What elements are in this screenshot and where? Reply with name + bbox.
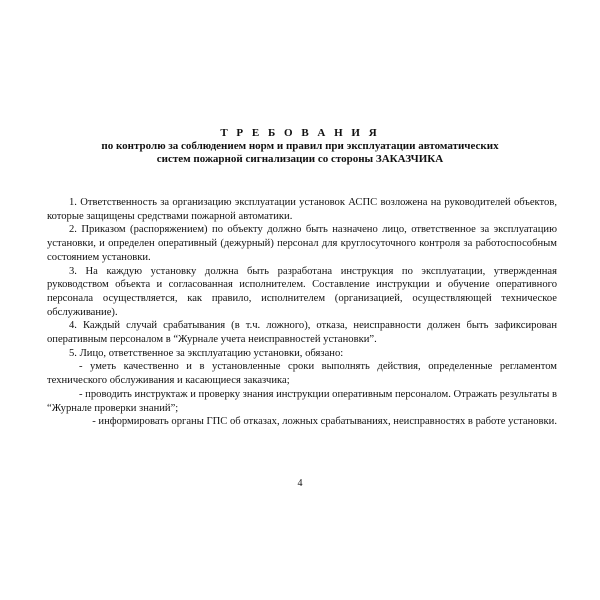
page-number: 4: [297, 478, 303, 489]
paragraph-5: 5. Лицо, ответственное за эксплуатацию установки, обязано:: [69, 347, 344, 359]
paragraph-2: 2. Приказом (распоряжением) по объекту должно быть назначено лицо, ответственное за эксплуатацию установки, и определен оперативный (дежурный) персонал для круглосуточного контроля за работоспособным состоянием установки.: [47, 224, 557, 263]
document-subtitle-line-2: систем пожарной сигнализации со стороны ЗАКАЗЧИКА: [156, 153, 444, 166]
document-subtitle-line-1: по контролю за соблюдением норм и правил при эксплуатации автоматических: [101, 140, 499, 153]
bullet-item-1: - уметь качественно и в установленные сроки выполнять действия, определенные регламентом технического обслуживания и касающиеся заказчика;: [47, 361, 557, 387]
document-body: [47, 196, 557, 429]
paragraph-1: 1. Ответственность за организацию эксплуатации установок АСПС возложена на руководителей объектов, которые защищены средствами пожарной автоматики.: [47, 197, 557, 222]
document-header: [40, 127, 560, 167]
bullet-item-2: - проводить инструктаж и проверку знания инструкции оперативным персоналом. Отражать результаты в “Журнале проверки знаний”;: [47, 388, 557, 414]
document-title: Т Р Е Б О В А Н И Я: [220, 127, 380, 139]
bullet-item-3: - информировать органы ГПС об отказах, ложных срабатываниях, неисправностях в работе установки.: [92, 416, 557, 428]
paragraph-3: 3. На каждую установку должна быть разработана инструкция по эксплуатации, утвержденная руководством объекта и согласованная исполнителем. Составление инструкции и обучение оперативного персонала осуществляется, как правило, исполнителем (организацией, осуществляющей техническое обслуживание).: [47, 265, 557, 318]
paragraph-4: 4. Каждый случай срабатывания (в т.ч. ложного), отказа, неисправности должен быть зафиксирован оперативным персоналом в “Журнале учета неисправностей установки”.: [47, 320, 557, 346]
